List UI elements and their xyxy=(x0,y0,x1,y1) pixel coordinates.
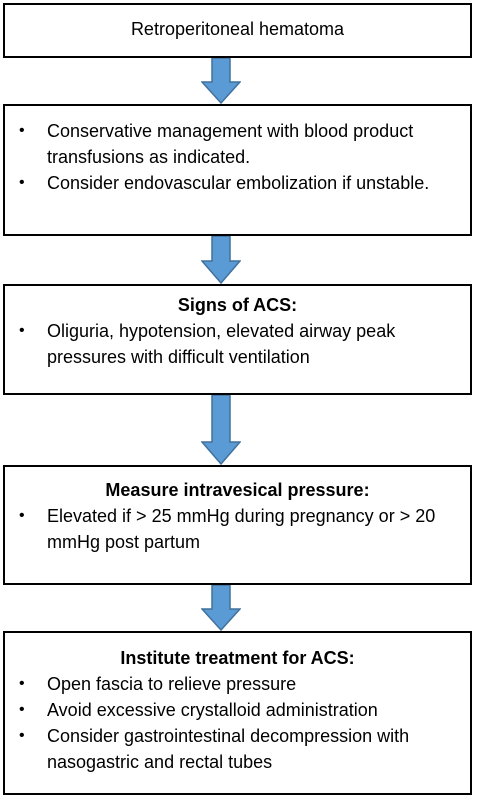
bullet-text: Consider gastrointestinal decompression with nasogastric and rectal tubes xyxy=(47,726,410,772)
box-title: Retroperitoneal hematoma xyxy=(130,19,345,39)
arrow-shape xyxy=(202,585,240,630)
arrow-shape xyxy=(202,58,240,103)
box-heading: Signs of ACS: xyxy=(177,295,298,315)
flow-box-hematoma xyxy=(3,3,472,58)
bullet-marker: • xyxy=(19,701,25,718)
down-arrow-icon xyxy=(201,58,241,104)
down-arrow-icon xyxy=(201,395,241,465)
bullet-item xyxy=(19,503,462,555)
bullet-text: Avoid excessive crystalloid administration xyxy=(47,700,378,720)
bullet-list xyxy=(5,118,470,196)
down-arrow-icon xyxy=(201,585,241,631)
flow-box-institute-treatment xyxy=(3,631,472,795)
bullet-list xyxy=(5,503,470,555)
bullet-marker: • xyxy=(19,322,25,339)
flow-box-measure-pressure xyxy=(3,465,472,585)
bullet-text: Open fascia to relieve pressure xyxy=(47,674,297,694)
bullet-marker: • xyxy=(19,507,25,524)
bullet-item xyxy=(19,697,462,723)
bullet-item xyxy=(19,118,462,170)
bullet-item xyxy=(19,318,462,370)
bullet-item xyxy=(19,723,462,775)
bullet-marker: • xyxy=(19,174,25,191)
down-arrow-icon xyxy=(201,236,241,284)
flow-box-conservative-management xyxy=(3,104,472,236)
bullet-text: Consider endovascular embolization if unstable. xyxy=(47,173,430,193)
bullet-marker: • xyxy=(19,122,25,139)
arrow-shape xyxy=(202,395,240,464)
flow-box-signs-of-acs xyxy=(3,284,472,395)
bullet-list xyxy=(5,318,470,370)
bullet-marker: • xyxy=(19,675,25,692)
bullet-marker: • xyxy=(19,727,25,744)
bullet-text: Elevated if > 25 mmHg during pregnancy or > 20 mmHg post partum xyxy=(47,506,436,552)
bullet-item xyxy=(19,170,462,196)
bullet-text: Conservative management with blood product transfusions as indicated. xyxy=(47,121,414,167)
bullet-item xyxy=(19,671,462,697)
box-heading: Measure intravesical pressure: xyxy=(105,480,370,500)
box-heading: Institute treatment for ACS: xyxy=(120,648,355,668)
arrow-shape xyxy=(202,236,240,283)
bullet-text: Oliguria, hypotension, elevated airway peak pressures with difficult ventilation xyxy=(47,321,396,367)
bullet-list xyxy=(5,671,470,775)
